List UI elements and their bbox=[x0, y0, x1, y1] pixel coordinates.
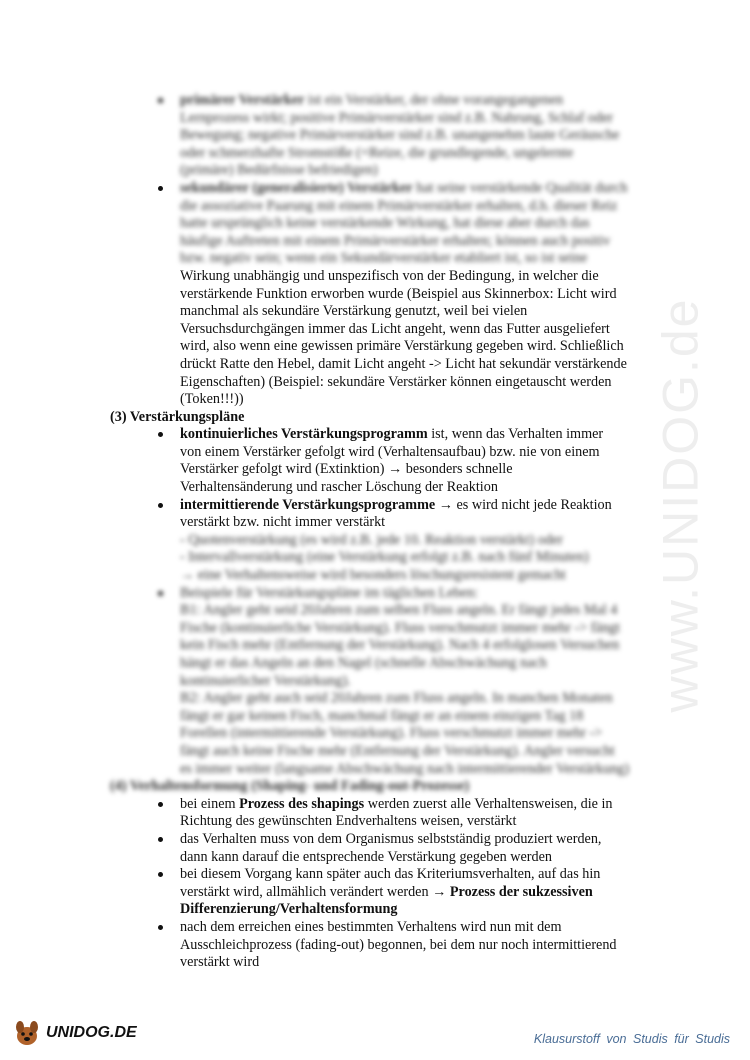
bullet-primaer bbox=[110, 92, 630, 180]
line: - Intervallverstärkung (eine Verstärkung erfolgt z.B. nach fünf Minuten) bbox=[180, 549, 589, 566]
line: Fische (kontinuierliche Verstärkung). Fluss verschmutzt immer mehr -> fängt bbox=[180, 619, 620, 636]
line: dann kann darauf die entsprechende Verstärkung gegeben werden bbox=[180, 848, 553, 865]
line: verstärkende Funktion erworben wurde (Beispiel aus Skinnerbox: Licht wird bbox=[180, 285, 617, 302]
bullet-icon bbox=[158, 186, 163, 191]
term: → Prozess der sukzessiven bbox=[432, 883, 593, 900]
line: Wirkung unabhängig und unspezifisch von der Bedingung, in welcher die bbox=[180, 267, 599, 284]
text: ist ein Verstärker, der ohne vorangegangenen Lernprozess wirkt; positive Primärverstärker sind z.B. Nahrung, Schlaf oder Bewegung; negative Primärverstärker sind z.B. unangenehm laute Geräusche oder schmerzhafte Stromstöße (=Reize, die grundlegende, ungelernte (primäre) Bedürfnisse befriedigen) bbox=[180, 92, 620, 179]
bullet-sekundaer bbox=[110, 180, 630, 409]
bullet-shaping bbox=[110, 796, 630, 831]
text: ist, wenn das Verhalten immer bbox=[427, 426, 604, 443]
section-heading: (4) Verhaltensformung (Shaping- und Fading-out-Prozesse) bbox=[110, 778, 470, 795]
line: von einem Verstärker gefolgt wird (Verhaltensaufbau) bzw. nie von einem bbox=[180, 443, 600, 460]
bullet-icon bbox=[158, 503, 163, 508]
line: drückt Ratte den Hebel, damit Licht angeht -> Licht hat sekundär verstärkende bbox=[180, 355, 627, 372]
line: Forellen (intermittierende Verstärkung). Fluss verschmutzt immer mehr -> bbox=[180, 725, 603, 742]
bullet-selbststaendig bbox=[110, 831, 630, 866]
text: hat seine verstärkende Qualität durch die assoziative Paarung mit einem Primärverstärker erhalten, d.h. dieser Reiz hatte ursprünglich keine verstärkende Wirkung, hat diese aber durch das häufige Auftreten mit einem Primärverstärker erhalten; können auch positiv bzw. negativ sein; wenn ein Sekundärverstärker etabliert ist, so ist seine bbox=[180, 179, 628, 267]
line: Ausschleichprozess (fading-out) begonnen, bei dem nur noch intermittierend bbox=[180, 936, 617, 953]
line: B1: Angler geht seid 20Jahren zum selben Fluss angeln. Er fängt jedes Mal 4 bbox=[180, 602, 618, 619]
term: primärer Verstärker bbox=[180, 92, 305, 108]
line: Versuchsdurchgängen immer das Licht angeht, wenn das Futter ausgeliefert bbox=[180, 320, 610, 337]
term: Differenzierung/Verhaltensformung bbox=[180, 901, 398, 918]
line: kein Fisch mehr (Entfernung der Verstärkung). Nach 4 erfolglosen Versuchen bbox=[180, 637, 620, 654]
line: fängt auch keine Fische mehr (Entfernung der Verstärkung). Angler versucht bbox=[180, 742, 615, 759]
line: Verhaltensänderung und rascher Löschung der Reaktion bbox=[180, 479, 498, 496]
bullet-kontinuierlich bbox=[110, 426, 630, 496]
bullet-icon bbox=[158, 802, 163, 807]
bullet-icon bbox=[158, 591, 163, 596]
dog-icon bbox=[12, 1018, 42, 1048]
line: Beispiele für Verstärkungspläne im täglichen Leben: bbox=[180, 584, 478, 601]
line: nach dem erreichen eines bestimmten Verhaltens wird nun mit dem bbox=[180, 918, 562, 935]
blurred-part bbox=[180, 180, 630, 268]
line: hängt er das Angeln an den Nagel (schnelle Abschwächung nach bbox=[180, 655, 547, 671]
bullet-icon bbox=[158, 98, 163, 103]
text: → es wird nicht jede Reaktion bbox=[435, 496, 612, 513]
bullet-icon bbox=[158, 925, 163, 930]
bullet-icon bbox=[158, 872, 163, 877]
term: intermittierende Verstärkungsprogramme bbox=[180, 496, 436, 513]
line: (Token!!!)) bbox=[180, 391, 244, 408]
line: manchmal als sekundäre Verstärkung genutzt, weil bei vielen bbox=[180, 303, 528, 320]
term: sekundärer (generalisierte) Verstärker bbox=[180, 179, 413, 196]
unidog-logo bbox=[12, 1018, 137, 1048]
bullet-kriterium bbox=[110, 866, 630, 919]
footer-slogan: Klausurstoff von Studis für Studis bbox=[533, 1032, 730, 1046]
text: bei einem bbox=[180, 795, 240, 812]
document-body bbox=[110, 92, 630, 972]
watermark-text: www.UNIDOG.de bbox=[652, 297, 708, 713]
line: B2: Angler geht auch seid 20Jahren zum Fluss angeln. In manchen Monaten bbox=[180, 690, 613, 707]
line: es immer weiter (langsame Abschwächung nach intermittierender Verstärkung) bbox=[180, 760, 630, 777]
watermark bbox=[640, 270, 720, 740]
term: Prozess des shapings bbox=[239, 795, 365, 812]
line: Richtung des gewünschten Endverhaltens weisen, verstärkt bbox=[180, 813, 517, 830]
line: verstärkt bzw. nicht immer verstärkt bbox=[180, 514, 386, 531]
bullet-beispiele bbox=[110, 585, 630, 779]
blurred-sublist bbox=[180, 532, 630, 585]
section-heading: (3) Verstärkungspläne bbox=[110, 408, 245, 425]
line: fängt er gar keinen Fisch, manchmal fängt er an einem einzigen Tag 18 bbox=[180, 707, 584, 724]
line: - Quotenverstärkung (es wird z.B. jede 10. Reaktion verstärkt) oder bbox=[180, 531, 563, 548]
line: Verstärker gefolgt wird (Extinktion) → besonders schnelle bbox=[180, 461, 513, 478]
bullet-fading bbox=[110, 919, 630, 972]
line: kontinuierlicher Verstärkung). bbox=[180, 672, 351, 689]
bullet-icon bbox=[158, 432, 163, 437]
line: Eigenschaften) (Beispiel: sekundäre Verstärker können eingetauscht werden bbox=[180, 373, 612, 390]
line: wird, also wenn eine gewissen primäre Verstärkung gegeben wird. Schließlich bbox=[180, 338, 624, 355]
line: → eine Verhaltensweise wird besonders löschungsresistent gemacht bbox=[180, 567, 566, 584]
logo-text: UNIDOG.DE bbox=[46, 1024, 137, 1041]
bullet-intermittierend bbox=[110, 497, 630, 585]
bullet-icon bbox=[158, 837, 163, 842]
text: werden zuerst alle Verhaltensweisen, die in bbox=[364, 795, 613, 812]
line: verstärkt wird bbox=[180, 954, 260, 971]
line: das Verhalten muss von dem Organismus selbstständig produziert werden, bbox=[180, 830, 602, 847]
term: kontinuierliches Verstärkungsprogramm bbox=[180, 426, 428, 443]
continuation bbox=[180, 268, 630, 409]
text: verstärkt wird, allmählich verändert werden bbox=[180, 883, 433, 900]
line: bei diesem Vorgang kann später auch das Kriteriumsverhalten, auf das hin bbox=[180, 866, 601, 883]
